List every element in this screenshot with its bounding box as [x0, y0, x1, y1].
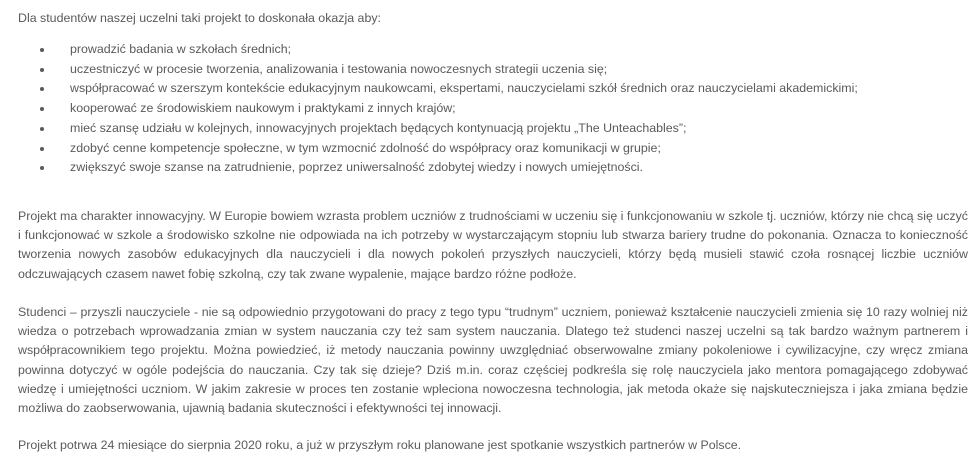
list-item-text: uczestniczyć w procesie tworzenia, analizowania i testowania nowoczesnych strategii uczenia się; [70, 61, 608, 76]
list-item [18, 158, 858, 178]
list-item-text: prowadzić badania w szkołach średnich; [70, 42, 292, 56]
list-item [18, 119, 858, 139]
list-item [18, 139, 858, 159]
bullet-dot-icon [40, 147, 44, 151]
list-item-text: mieć szansę udziału w kolejnych, innowacyjnych projektach będących kontynuacją projektu „The Unteachables”; [70, 120, 687, 135]
bullet-dot-icon [40, 166, 44, 170]
list-item [18, 99, 858, 119]
paragraph-innovation: Projekt ma charakter innowacyjny. W Europie bowiem wzrasta problem uczniów z trudnościami w uczeniu się i funkcjonowaniu w szkole tj. uczniów, którzy nie chcą się uczyć i funkcjonować w szkole a środowisko szkolne nie odpowiada na ich potrzeby w wystarczającym stopniu lub stwarza bariery trudne do pokonania. Oznacza to konieczność tworzenia nowych zasobów edukacyjnych dla nauczycieli i dla nowych pokoleń przyszłych nauczycieli, którzy będą musieli stawić czoła rosnącej liczbie uczniów odczuwających czasem nawet fobię szkolną, czy tak zwane wypalenie, mające bardzo różne podłoże. [18, 209, 968, 281]
bullet-dot-icon [40, 87, 44, 91]
bullet-dot-icon [40, 68, 44, 72]
list-item-text: kooperować ze środowiskiem naukowym i praktykami z innych krajów; [70, 101, 456, 116]
intro-text: Dla studentów naszej uczelni taki projekt to doskonała okazja aby: [18, 11, 381, 25]
benefits-list [18, 40, 858, 178]
list-item-text: zdobyć cenne kompetencje społeczne, w tym wzmocnić zdolność do współpracy oraz komunikacji w grupie; [70, 140, 661, 155]
bullet-dot-icon [40, 127, 44, 131]
list-item [18, 40, 858, 60]
bullet-dot-icon [40, 107, 44, 111]
list-item-text: zwiększyć swoje szanse na zatrudnienie, poprzez uniwersalność zdobytej wiedzy i nowych umiejętności. [70, 160, 643, 175]
list-item [18, 79, 858, 99]
list-item-text: współpracować w szerszym kontekście edukacyjnym naukowcami, ekspertami, nauczycielami szkół średnich oraz nauczycielami akademickimi; [70, 81, 858, 96]
paragraph-duration: Projekt potrwa 24 miesiące do sierpnia 2020 roku, a już w przyszłym roku planowane jest spotkanie wszystkich partnerów w Polsce. [18, 438, 742, 452]
bullet-dot-icon [40, 48, 44, 52]
list-item [18, 60, 858, 80]
paragraph-students: Studenci – przyszli nauczyciele - nie są odpowiednio przygotowani do pracy z tego typu “trudnym” uczniem, ponieważ kształcenie nauczycieli zmienia się 10 razy wolniej niż wiedza o potrzebach wprowadzania zmian w system nauczania czy też sam system nauczania. Dlatego też studenci naszej uczelni są tak bardzo ważnym partnerem i współpracownikiem tego projektu. Można powiedzieć, iż metody nauczania powinny uwzględniać obserwowalne zmiany pokoleniowe i cywilizacyjne, czy wręcz zmiana powinna dotyczyć w ogóle podejścia do nauczania. Czy tak się dzieje? Dziś m.in. coraz częściej podkreśla się rolę nauczyciela jako mentora pomagającego zdobywać wiedzę i umiejętności uczniom. W jakim zakresie w proces ten zostanie wpleciona nowoczesna technologia, jak metoda okaże się najskuteczniejsza i jaka zmiana będzie możliwa do zaobserwowania, ujawnią badania skuteczności i efektywności tej innowacji. [18, 305, 968, 416]
